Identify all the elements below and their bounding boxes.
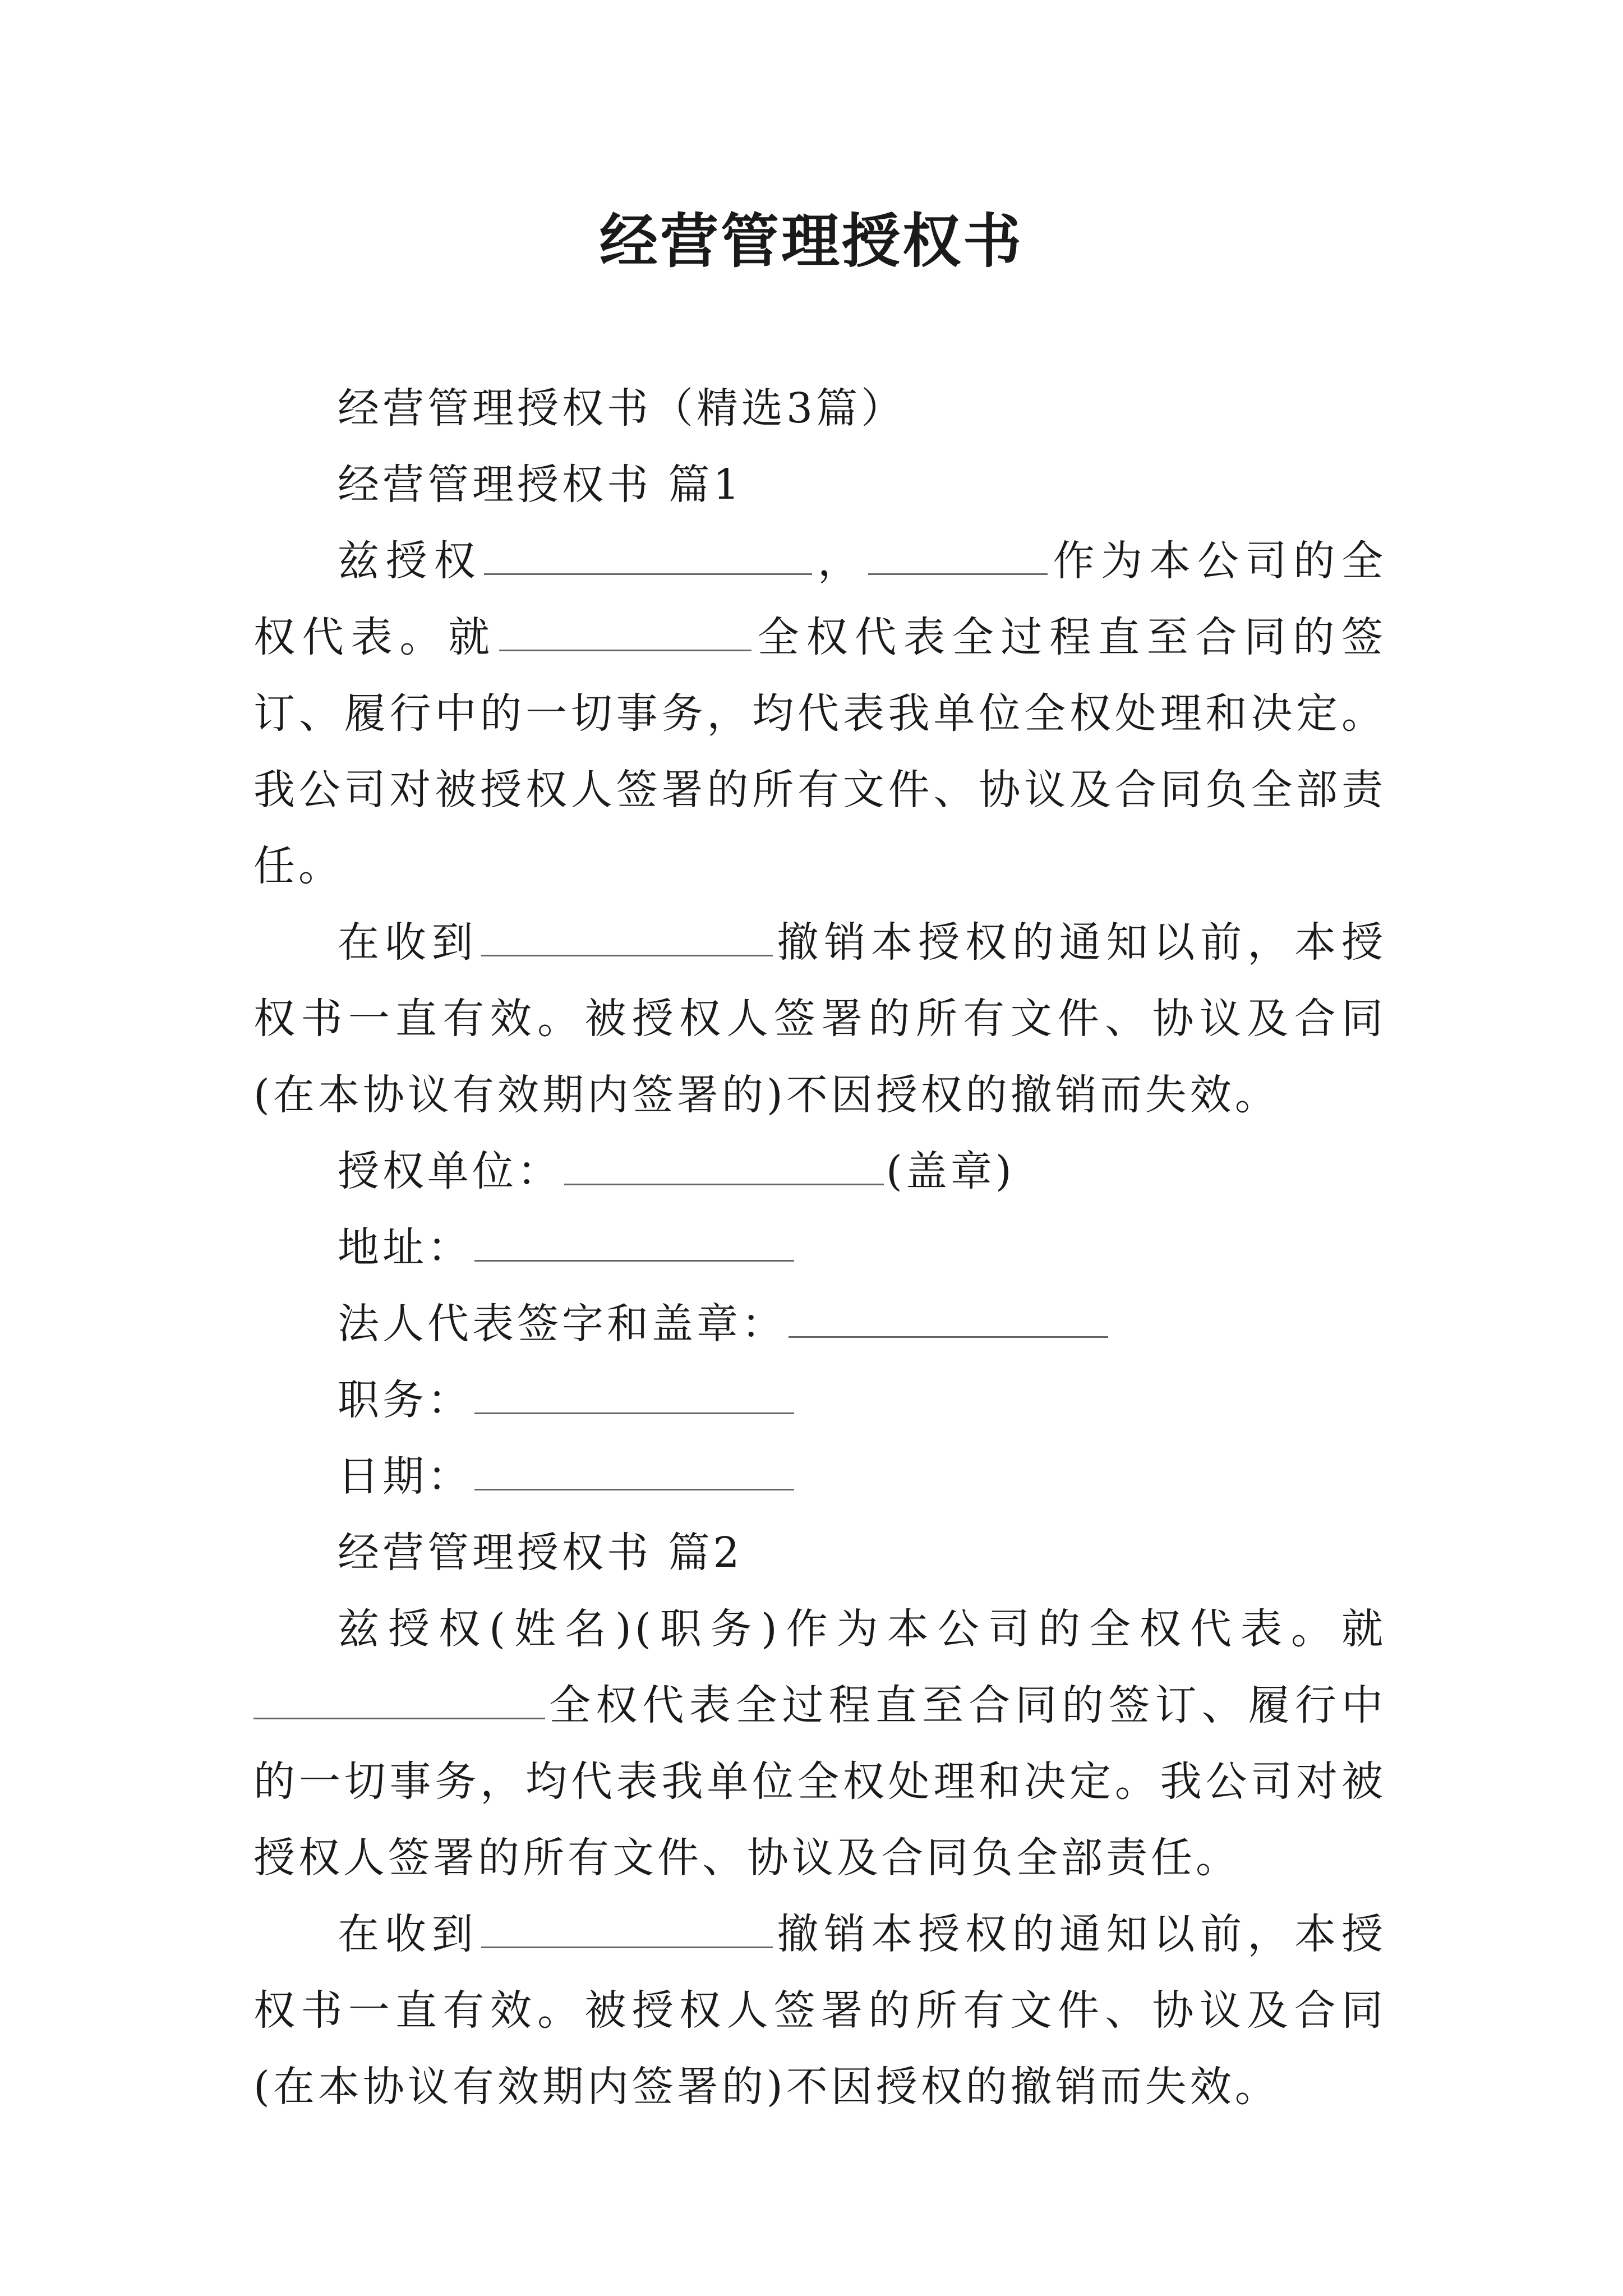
blank-line [481,1902,773,1948]
field-authorizing-unit [253,1133,1386,1209]
field-label: 法人代表签字和盖章： [338,1300,786,1348]
text-span: 全权代表全过程直至合同的签订、履行中的一切事务，均代表我单位全权处理和决定。我公司对被授权人签署的所有文件、协议及合同负全部责任。 [253,613,1387,890]
text-span: 撤销本授权的通知以前，本授权书一直有效。被授权人签署的所有文件、协议及合同(在本协议有效期内签署的)不因授权的撤销而失效。 [253,918,1386,1119]
text-span: ， [814,537,866,585]
section1-heading: 经营管理授权书 篇1 [338,461,743,509]
field-suffix: (盖章) [886,1147,1015,1195]
field-label: 日期： [338,1452,472,1501]
blank-line [474,1215,794,1262]
field-label: 地址： [338,1223,472,1272]
field-label: 授权单位： [338,1147,562,1195]
text-span: 在收到 [338,918,479,967]
field-date [253,1438,1386,1515]
blank-line [564,1139,884,1185]
text-span: 兹授权 [338,537,482,585]
document-body [253,370,1386,2125]
section1-paragraph-2 [253,904,1386,1133]
section2-paragraph-1 [253,1591,1386,1896]
blank-line [253,1673,545,1719]
blank-line [789,1291,1108,1338]
text-span: 兹授权(姓名)(职务)作为本公司的全权代表。就 [338,1605,1386,1653]
field-label: 职务： [338,1376,472,1424]
text-span: 撤销本授权的通知以前，本授权书一直有效。被授权人签署的所有文件、协议及合同(在本协议有效期内签署的)不因授权的撤销而失效。 [253,1910,1386,2111]
text-span: 作为本公司的全权代表。就 [253,537,1386,661]
blank-line [868,528,1048,575]
blank-line [481,910,773,956]
section2-paragraph-2 [253,1896,1386,2125]
document-title: 经营管理授权书 [599,206,1023,275]
blank-line [474,1368,794,1414]
blank-line [484,528,812,575]
section2-heading: 经营管理授权书 篇2 [338,1529,743,1577]
field-position [253,1362,1386,1438]
blank-line [474,1444,794,1490]
blank-line [499,605,751,651]
text-span: 全权代表全过程直至合同的签订、履行中的一切事务，均代表我单位全权处理和决定。我公司对被授权人签署的所有文件、协议及合同负全部责任。 [253,1681,1386,1882]
subtitle: 经营管理授权书（精选3篇） [338,384,906,432]
field-address [253,1209,1386,1286]
section1-paragraph-1 [253,523,1386,904]
text-span: 在收到 [338,1910,479,1958]
field-legal-representative [253,1286,1386,1362]
